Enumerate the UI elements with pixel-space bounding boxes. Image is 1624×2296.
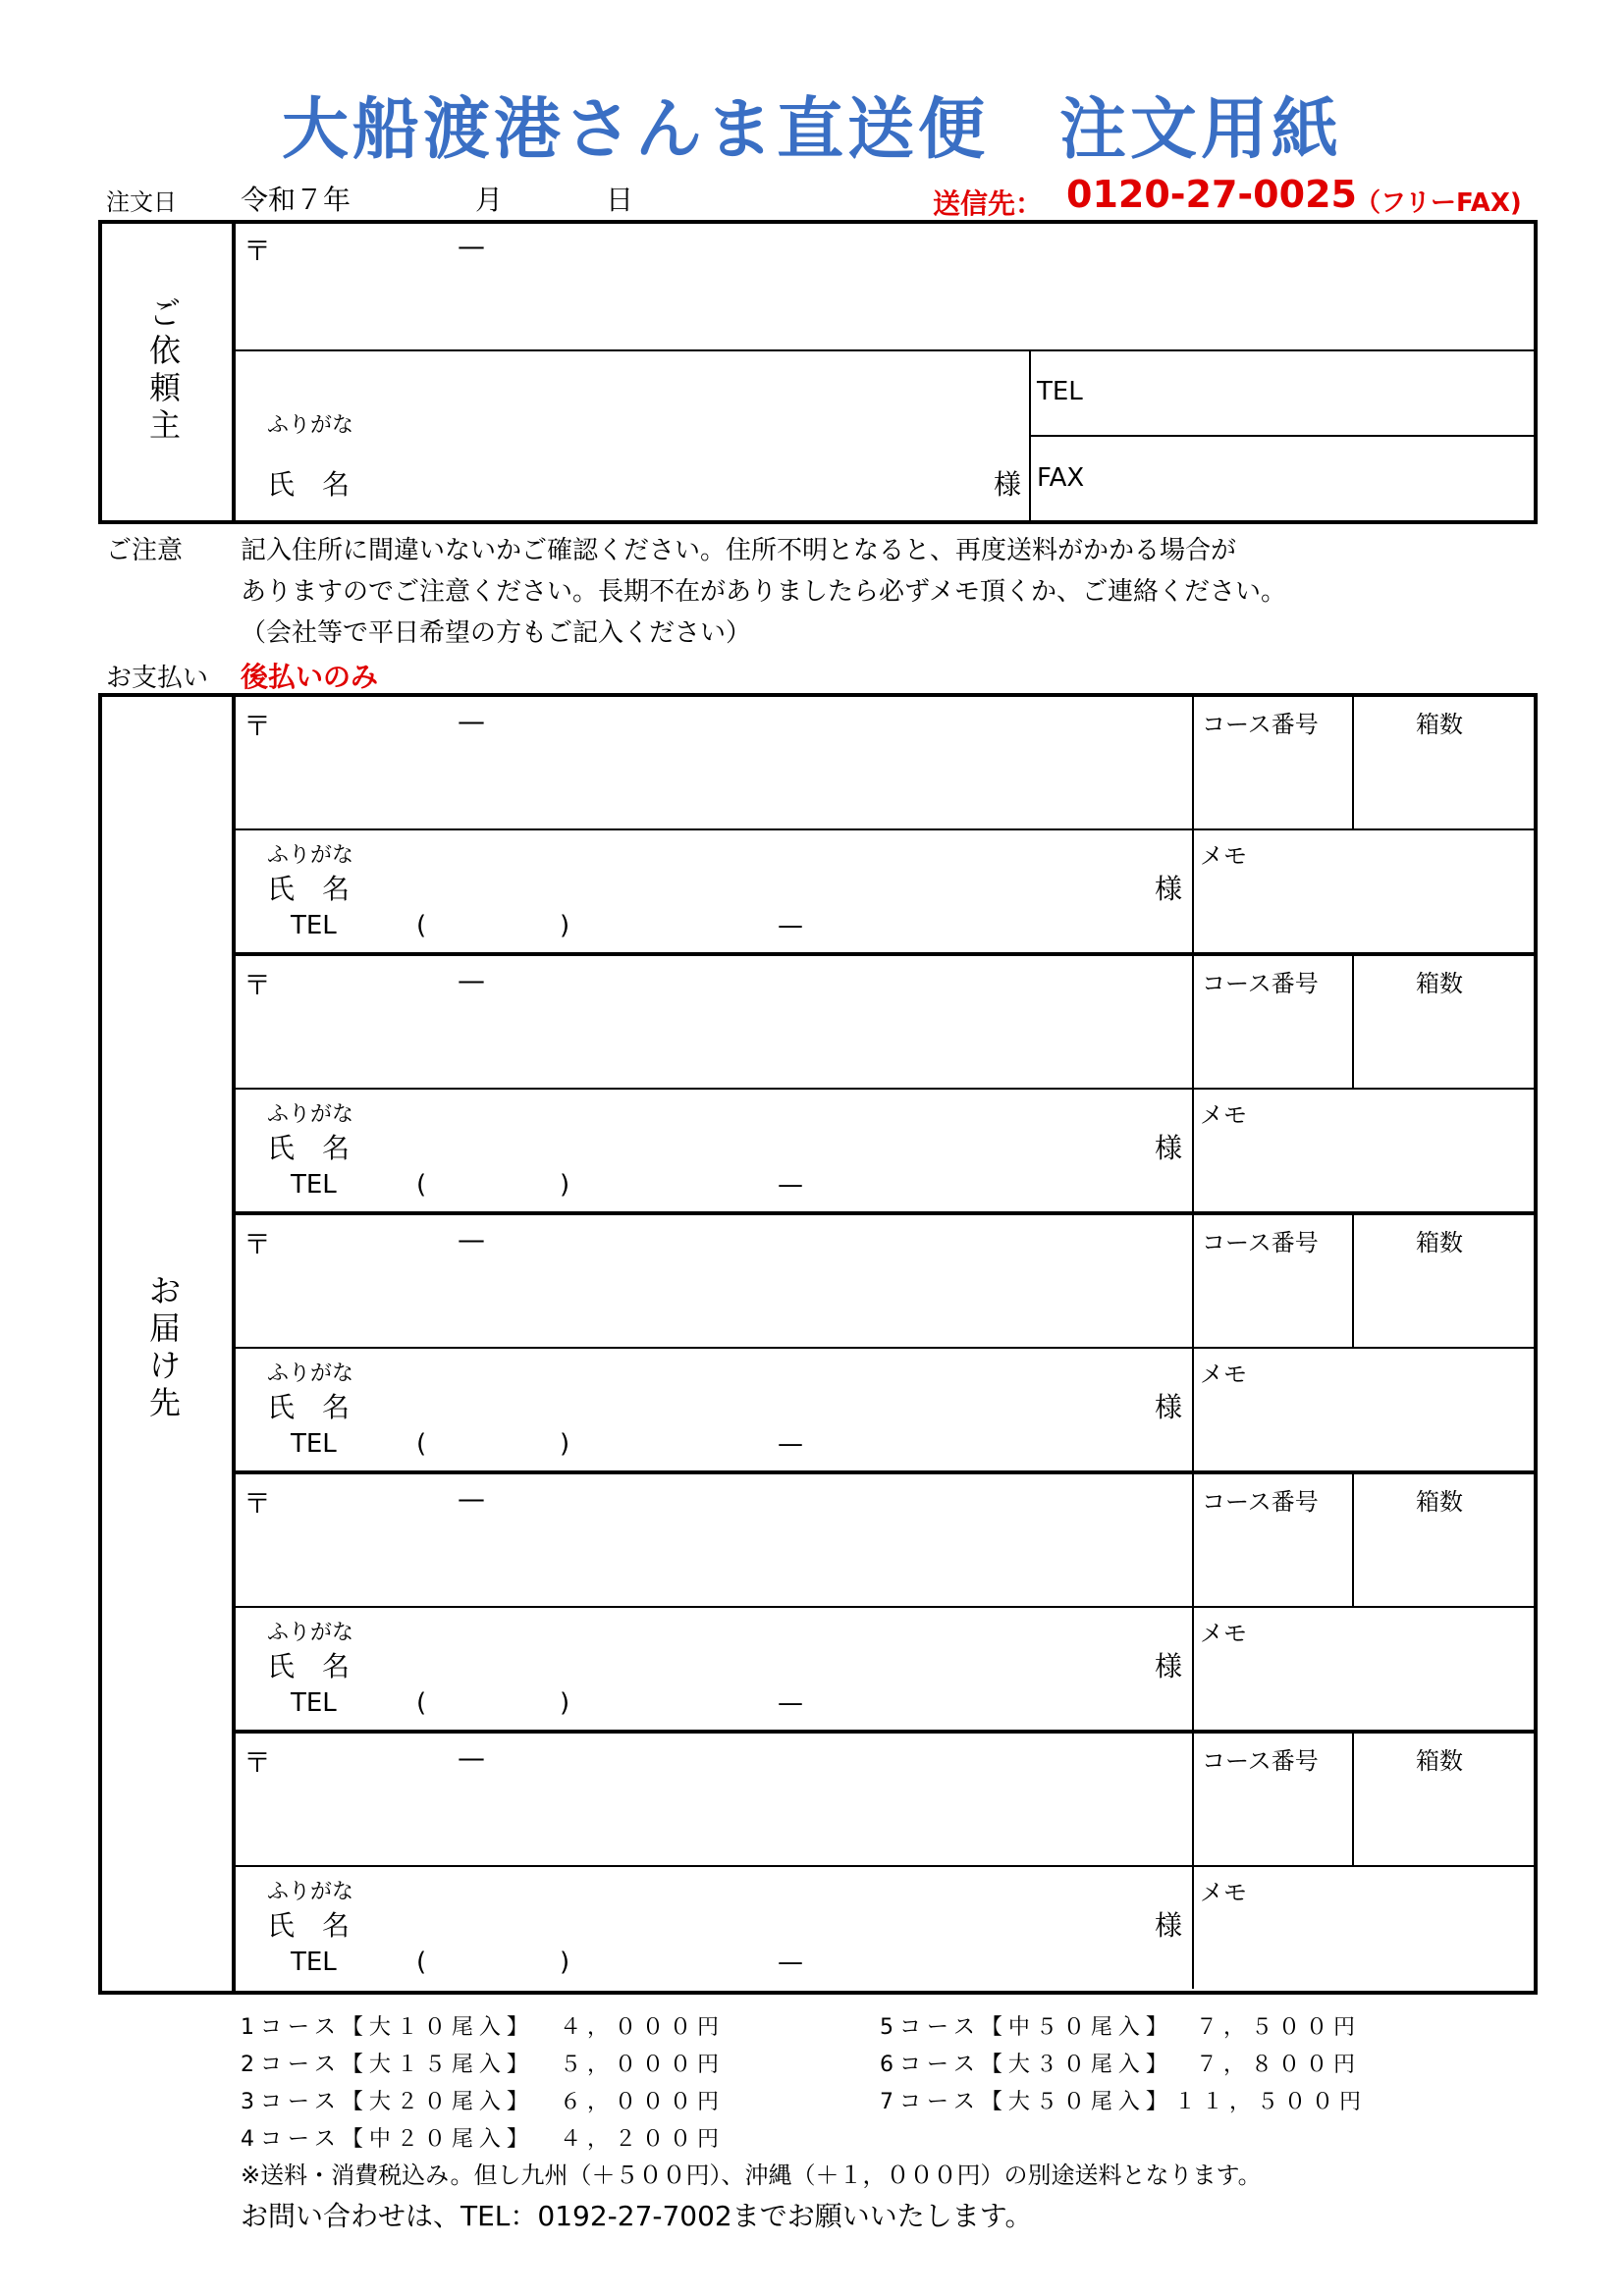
delivery-furigana-field[interactable]	[373, 1094, 1163, 1125]
fax-free-note: （フリーFAX)	[1355, 188, 1522, 218]
delivery-furigana-label: ふりがな	[267, 1621, 354, 1645]
delivery-postal-dash: —	[458, 1741, 485, 1774]
delivery-row-line	[232, 1606, 1538, 1608]
delivery-tel-suffix-field[interactable]	[817, 1429, 1017, 1463]
course-name: 6コース【大３０尾入】	[880, 2053, 1173, 2077]
requester-tel-line	[1029, 435, 1538, 437]
requester-name-label: 氏 名	[267, 468, 351, 501]
course-price: ４，２００円	[560, 2127, 726, 2152]
delivery-divider	[232, 693, 236, 1995]
caution-line-1: 記入住所に間違いないかご確認ください。住所不明となると、再度送料がかかる場合が	[241, 536, 1237, 565]
requester-name-field[interactable]	[373, 457, 986, 499]
delivery-tel-dash: —	[778, 1688, 803, 1718]
delivery-tel-mid-field[interactable]	[436, 1688, 558, 1722]
delivery-name-label: 氏 名	[267, 1909, 351, 1942]
delivery-col-line	[1192, 954, 1194, 1211]
course-price: ６，０００円	[560, 2090, 726, 2114]
delivery-tel-close: )	[560, 911, 570, 940]
order-date-label: 注文日	[106, 188, 177, 216]
requester-fax-label: FAX	[1037, 463, 1085, 493]
delivery-tel-suffix-field[interactable]	[817, 1688, 1017, 1722]
delivery-tel-close: )	[560, 1948, 570, 1977]
requester-tel-field[interactable]	[1100, 373, 1526, 414]
requester-postal-dash: —	[458, 230, 485, 262]
delivery-memo-field[interactable]	[1200, 1127, 1528, 1209]
delivery-tel-dash: —	[778, 1948, 803, 1977]
delivery-tel-open: (	[416, 1429, 427, 1459]
delivery-boxes-label: 箱数	[1416, 1488, 1463, 1516]
delivery-boxes-label: 箱数	[1416, 1747, 1463, 1775]
delivery-course-field[interactable]	[1202, 754, 1343, 815]
course-name: 4コース【中２０尾入】	[241, 2127, 534, 2152]
delivery-postal-dash: —	[458, 1223, 485, 1255]
requester-furigana-label: ふりがな	[267, 413, 354, 438]
delivery-row-line	[232, 828, 1538, 830]
delivery-memo-label: メモ	[1200, 1361, 1247, 1388]
caution-line-3: （会社等で平日希望の方もご記入ください）	[241, 618, 752, 648]
delivery-furigana-label: ふりがな	[267, 1362, 354, 1386]
delivery-row-line	[232, 1347, 1538, 1349]
delivery-tel-open: (	[416, 1948, 427, 1977]
delivery-boxes-label: 箱数	[1416, 970, 1463, 997]
delivery-postal-mark: 〒	[244, 710, 272, 742]
delivery-tel-suffix-field[interactable]	[817, 911, 1017, 944]
delivery-tel-label: TEL	[291, 1170, 337, 1200]
delivery-course-col-line	[1352, 695, 1354, 828]
delivery-address-field[interactable]	[244, 1537, 1180, 1588]
delivery-sama: 様	[1155, 1909, 1183, 1942]
order-date-day: 日	[606, 184, 634, 216]
payment-label: お支払い	[106, 664, 209, 693]
delivery-address-field[interactable]	[244, 1796, 1180, 1847]
course-name: 1コース【大１０尾入】	[241, 2015, 534, 2040]
delivery-boxes-field[interactable]	[1363, 1272, 1524, 1333]
delivery-tel-mid-field[interactable]	[436, 1948, 558, 1981]
delivery-address-field[interactable]	[244, 1278, 1180, 1329]
delivery-course-field[interactable]	[1202, 1531, 1343, 1592]
delivery-postal-field-2[interactable]	[501, 1484, 701, 1520]
delivery-postal-field[interactable]	[285, 1743, 446, 1779]
delivery-furigana-label: ふりがな	[267, 1880, 354, 1904]
delivery-furigana-field[interactable]	[373, 1612, 1163, 1643]
delivery-postal-field-2[interactable]	[501, 707, 701, 742]
delivery-tel-prefix-field[interactable]	[589, 1948, 770, 1981]
delivery-memo-field[interactable]	[1200, 1386, 1528, 1468]
delivery-boxes-field[interactable]	[1363, 1790, 1524, 1851]
delivery-tel-label: TEL	[291, 1429, 337, 1459]
delivery-course-label: コース番号	[1202, 711, 1319, 738]
delivery-course-field[interactable]	[1202, 1272, 1343, 1333]
order-date-month: 月	[475, 184, 504, 216]
delivery-col-line	[1192, 1213, 1194, 1470]
fax-destination-label: 送信先：	[933, 187, 1044, 220]
delivery-postal-field[interactable]	[285, 1225, 446, 1260]
delivery-tel-open: (	[416, 1688, 427, 1718]
delivery-col-line	[1192, 1472, 1194, 1730]
course-price: ４，０００円	[560, 2015, 726, 2040]
requester-fax-field[interactable]	[1100, 459, 1526, 501]
delivery-course-col-line	[1352, 954, 1354, 1088]
delivery-boxes-field[interactable]	[1363, 1531, 1524, 1592]
delivery-address-field[interactable]	[244, 760, 1180, 811]
delivery-postal-field-2[interactable]	[501, 1225, 701, 1260]
delivery-memo-label: メモ	[1200, 1879, 1247, 1906]
delivery-postal-dash: —	[458, 964, 485, 996]
requester-tel-label: TEL	[1037, 377, 1083, 406]
delivery-course-label: コース番号	[1202, 1488, 1319, 1516]
delivery-address-field[interactable]	[244, 1019, 1180, 1070]
delivery-course-field[interactable]	[1202, 1790, 1343, 1851]
requester-col-line	[1029, 349, 1031, 524]
delivery-name-field[interactable]	[373, 1641, 1143, 1682]
delivery-block-separator	[232, 1730, 1538, 1734]
delivery-boxes-field[interactable]	[1363, 1013, 1524, 1074]
delivery-furigana-label: ふりがな	[267, 1102, 354, 1127]
delivery-furigana-label: ふりがな	[267, 843, 354, 868]
delivery-postal-mark: 〒	[244, 1228, 272, 1260]
delivery-course-col-line	[1352, 1472, 1354, 1606]
delivery-course-field[interactable]	[1202, 1013, 1343, 1074]
delivery-postal-dash: —	[458, 705, 485, 737]
delivery-memo-field[interactable]	[1200, 1645, 1528, 1728]
delivery-sama: 様	[1155, 1391, 1183, 1423]
delivery-postal-mark: 〒	[244, 1746, 272, 1779]
delivery-name-field[interactable]	[373, 1123, 1143, 1164]
delivery-tel-area-field[interactable]	[353, 1429, 416, 1463]
delivery-tel-close: )	[560, 1688, 570, 1718]
delivery-name-label: 氏 名	[267, 873, 351, 905]
delivery-tel-dash: —	[778, 1170, 803, 1200]
course-name: 2コース【大１５尾入】	[241, 2053, 534, 2077]
delivery-postal-field[interactable]	[285, 707, 446, 742]
delivery-postal-mark: 〒	[244, 1487, 272, 1520]
delivery-tel-area-field[interactable]	[353, 1170, 416, 1203]
delivery-furigana-field[interactable]	[373, 1871, 1163, 1902]
delivery-row-line	[232, 1865, 1538, 1867]
delivery-boxes-label: 箱数	[1416, 711, 1463, 738]
delivery-course-col-line	[1352, 1732, 1354, 1865]
delivery-tel-prefix-field[interactable]	[589, 1170, 770, 1203]
delivery-boxes-field[interactable]	[1363, 754, 1524, 815]
contact-line: お問い合わせは、TEL：0192-27-7002までお願いいたします。	[241, 2200, 1033, 2232]
delivery-tel-label: TEL	[291, 911, 337, 940]
delivery-postal-field-2[interactable]	[501, 966, 701, 1001]
requester-sama: 様	[994, 468, 1022, 501]
delivery-name-field[interactable]	[373, 1900, 1143, 1942]
delivery-memo-field[interactable]	[1200, 868, 1528, 950]
delivery-course-label: コース番号	[1202, 1747, 1319, 1775]
delivery-memo-label: メモ	[1200, 842, 1247, 870]
delivery-furigana-field[interactable]	[373, 834, 1163, 866]
delivery-name-label: 氏 名	[267, 1132, 351, 1164]
course-price: ７，５００円	[1196, 2015, 1362, 2040]
delivery-tel-prefix-field[interactable]	[589, 1688, 770, 1722]
page-title: 大船渡港さんま直送便 注文用紙	[281, 91, 1342, 169]
delivery-tel-close: )	[560, 1170, 570, 1200]
delivery-block-separator	[232, 1470, 1538, 1474]
delivery-postal-field[interactable]	[285, 1484, 446, 1520]
course-name: 3コース【大２０尾入】	[241, 2090, 534, 2114]
course-price: ５，０００円	[560, 2053, 726, 2077]
delivery-tel-open: (	[416, 911, 427, 940]
delivery-name-label: 氏 名	[267, 1650, 351, 1682]
fax-number: 0120-27-0025	[1066, 173, 1357, 216]
delivery-course-label: コース番号	[1202, 1229, 1319, 1256]
requester-section-label: ご依頼主	[148, 294, 181, 444]
delivery-tel-mid-field[interactable]	[436, 1170, 558, 1203]
course-name: 7コース【大５０尾入】	[880, 2090, 1173, 2114]
delivery-memo-field[interactable]	[1200, 1904, 1528, 1987]
delivery-memo-label: メモ	[1200, 1620, 1247, 1647]
course-name: 5コース【中５０尾入】	[880, 2015, 1173, 2040]
delivery-tel-open: (	[416, 1170, 427, 1200]
delivery-course-label: コース番号	[1202, 970, 1319, 997]
requester-postal-mark: 〒	[244, 235, 272, 267]
delivery-tel-mid-field[interactable]	[436, 911, 558, 944]
delivery-tel-suffix-field[interactable]	[817, 1170, 1017, 1203]
caution-label: ご注意	[106, 536, 184, 565]
delivery-tel-prefix-field[interactable]	[589, 1429, 770, 1463]
course-price: １１，５００円	[1174, 2090, 1368, 2114]
delivery-row-line	[232, 1088, 1538, 1090]
delivery-tel-mid-field[interactable]	[436, 1429, 558, 1463]
delivery-tel-prefix-field[interactable]	[589, 911, 770, 944]
delivery-tel-dash: —	[778, 1429, 803, 1459]
delivery-course-col-line	[1352, 1213, 1354, 1347]
delivery-col-line	[1192, 1732, 1194, 1989]
order-date-era: 令和７年	[241, 184, 352, 216]
delivery-tel-area-field[interactable]	[353, 1948, 416, 1981]
course-price: ７，８００円	[1196, 2053, 1362, 2077]
delivery-sama: 様	[1155, 1132, 1183, 1164]
delivery-furigana-field[interactable]	[373, 1353, 1163, 1384]
delivery-memo-label: メモ	[1200, 1101, 1247, 1129]
requester-address-field[interactable]	[244, 285, 1524, 336]
requester-row-line	[232, 349, 1538, 351]
requester-furigana-field[interactable]	[373, 402, 1005, 434]
delivery-name-field[interactable]	[373, 1382, 1143, 1423]
delivery-col-line	[1192, 695, 1194, 952]
delivery-postal-field[interactable]	[285, 966, 446, 1001]
delivery-name-label: 氏 名	[267, 1391, 351, 1423]
delivery-section-label: お届け先	[148, 1272, 181, 1421]
delivery-postal-field-2[interactable]	[501, 1743, 701, 1779]
delivery-block-separator	[232, 1211, 1538, 1215]
delivery-postal-dash: —	[458, 1482, 485, 1515]
delivery-tel-area-field[interactable]	[353, 911, 416, 944]
delivery-tel-close: )	[560, 1429, 570, 1459]
delivery-tel-label: TEL	[291, 1948, 337, 1977]
delivery-boxes-label: 箱数	[1416, 1229, 1463, 1256]
delivery-postal-mark: 〒	[244, 969, 272, 1001]
delivery-tel-area-field[interactable]	[353, 1688, 416, 1722]
delivery-name-field[interactable]	[373, 864, 1143, 905]
delivery-block-separator	[232, 952, 1538, 956]
payment-value: 後払いのみ	[241, 661, 379, 693]
shipping-footnote: ※送料・消費税込み。但し九州（＋５００円）、沖縄（＋１，０００円）の別途送料となります。	[241, 2162, 1262, 2189]
requester-postal-field-2[interactable]	[501, 240, 701, 275]
delivery-tel-label: TEL	[291, 1688, 337, 1718]
requester-divider	[232, 220, 236, 524]
delivery-tel-suffix-field[interactable]	[817, 1948, 1017, 1981]
requester-postal-field[interactable]	[285, 240, 446, 275]
caution-line-2: ありますのでご注意ください。長期不在がありましたら必ずメモ頂くか、ご連絡ください。	[241, 577, 1286, 607]
delivery-sama: 様	[1155, 1650, 1183, 1682]
delivery-tel-dash: —	[778, 911, 803, 940]
delivery-sama: 様	[1155, 873, 1183, 905]
